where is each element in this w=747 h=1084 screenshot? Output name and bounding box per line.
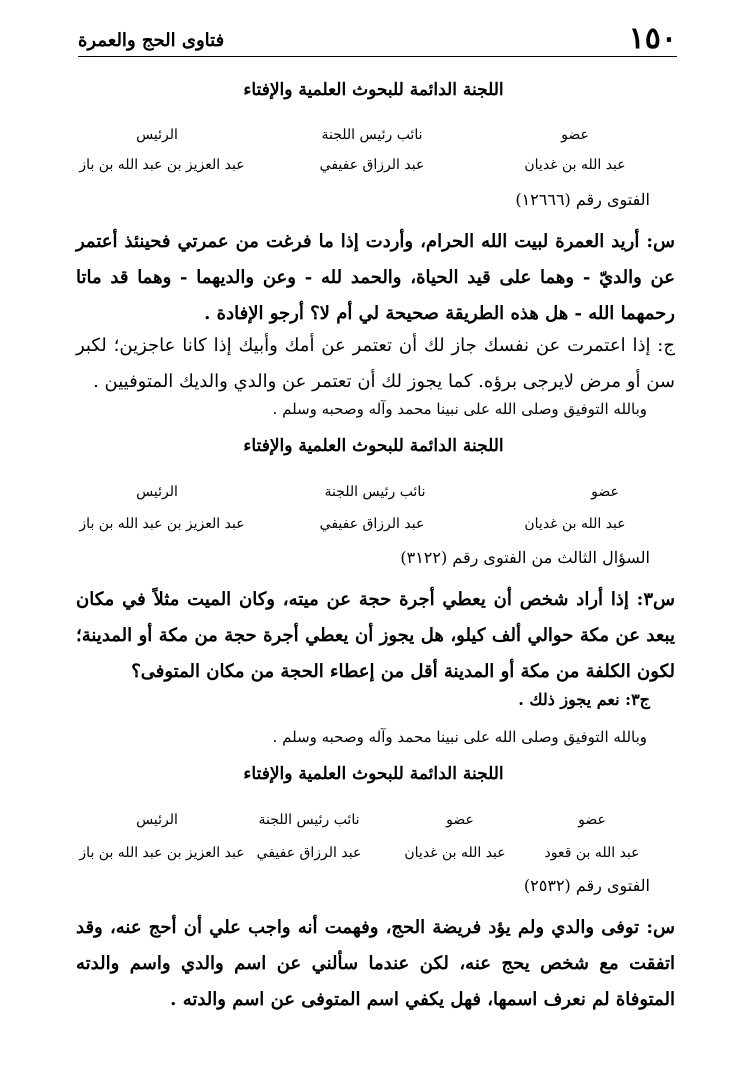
page-header	[78, 18, 677, 57]
role-chair-3: الرئيس	[136, 812, 178, 828]
page-number: ١٥٠	[628, 21, 677, 56]
name-deputy-3: عبد الرزاق عفيفي	[256, 845, 362, 861]
committee-heading-2: اللجنة الدائمة للبحوث العلمية والإفتاء	[243, 436, 504, 456]
closing-1: وبالله التوفيق وصلى الله على نبينا محمد وآله وصحبه وسلم .	[272, 400, 647, 418]
name-chair-3: عبد العزيز بن عبد الله بن باز	[79, 845, 245, 861]
name-member-3b: عبد الله بن غديان	[404, 845, 506, 861]
name-deputy-1: عبد الرزاق عفيفي	[319, 157, 425, 173]
question-3: س: توفى والدي ولم يؤد فريضة الحج، وفهمت أنه واجب علي أن أحج عنه، وقد اتفقت مع شخص يحج عنه، لكن عندما سألني عن اسم والدي واسم والدته المتوفاة لم نعرف اسمها، فهل يكفي اسم المتوفى عن اسم والدته .	[76, 917, 675, 1010]
name-member-1: عبد الله بن غديان	[524, 157, 626, 173]
closing-2: وبالله التوفيق وصلى الله على نبينا محمد وآله وصحبه وسلم .	[272, 728, 647, 746]
role-member-3b: عضو	[446, 812, 474, 828]
fatwa-number-2: السؤال الثالث من الفتوى رقم (٣١٢٢)	[400, 548, 650, 567]
question-1: س: أريد العمرة لبيت الله الحرام، وأردت إذا ما فرغت من عمرتي فحينئذ أعتمر عن والديّ - وهما على قيد الحياة، والحمد لله - وعن والديهما - وهما قد ماتا رحمهما الله - هل هذه الطريقة صحيحة لي أم لا؟ أرجو الإفادة .	[76, 231, 675, 324]
role-member-2: عضو	[591, 484, 619, 500]
fatwa-number-1: الفتوى رقم (١٢٦٦٦)	[515, 190, 650, 209]
committee-heading-3: اللجنة الدائمة للبحوث العلمية والإفتاء	[243, 764, 504, 784]
name-chair-1: عبد العزيز بن عبد الله بن باز	[79, 157, 245, 173]
role-deputy-1: نائب رئيس اللجنة	[321, 127, 423, 143]
name-member-3a: عبد الله بن قعود	[544, 845, 640, 861]
fatwa-number-3: الفتوى رقم (٢٥٣٢)	[523, 876, 650, 895]
role-deputy-3: نائب رئيس اللجنة	[258, 812, 360, 828]
role-chair-1: الرئيس	[136, 127, 178, 143]
answer-1: ج: إذا اعتمرت عن نفسك جاز لك أن تعتمر عن أمك وأبيك إذا كانا عاجزين؛ لكبر سن أو مرض لايرجى برؤه. كما يجوز لك أن تعتمر عن والدي والديك المتوفيين .	[76, 335, 675, 392]
role-member-3a: عضو	[578, 812, 606, 828]
question-2: س٣: إذا أراد شخص أن يعطي أجرة حجة عن ميته، وكان الميت مثلاً في مكان يبعد عن مكة حوالي ألف كيلو، هل يجوز أن يعطي أجرة حجة من مكة أو المدينة؛ لكون الكلفة من مكة أو المدينة أقل من إعطاء الحجة من مكان المتوفى؟	[76, 589, 675, 682]
name-deputy-2: عبد الرزاق عفيفي	[319, 516, 425, 532]
book-title: فتاوى الحج والعمرة	[78, 30, 225, 51]
name-member-2: عبد الله بن غديان	[524, 516, 626, 532]
committee-heading-1: اللجنة الدائمة للبحوث العلمية والإفتاء	[243, 80, 504, 100]
role-chair-2: الرئيس	[136, 484, 178, 500]
role-deputy-2: نائب رئيس اللجنة	[324, 484, 426, 500]
answer-2: ج٣: نعم يجوز ذلك .	[518, 690, 650, 709]
role-member-1: عضو	[561, 127, 589, 143]
name-chair-2: عبد العزيز بن عبد الله بن باز	[79, 516, 245, 532]
